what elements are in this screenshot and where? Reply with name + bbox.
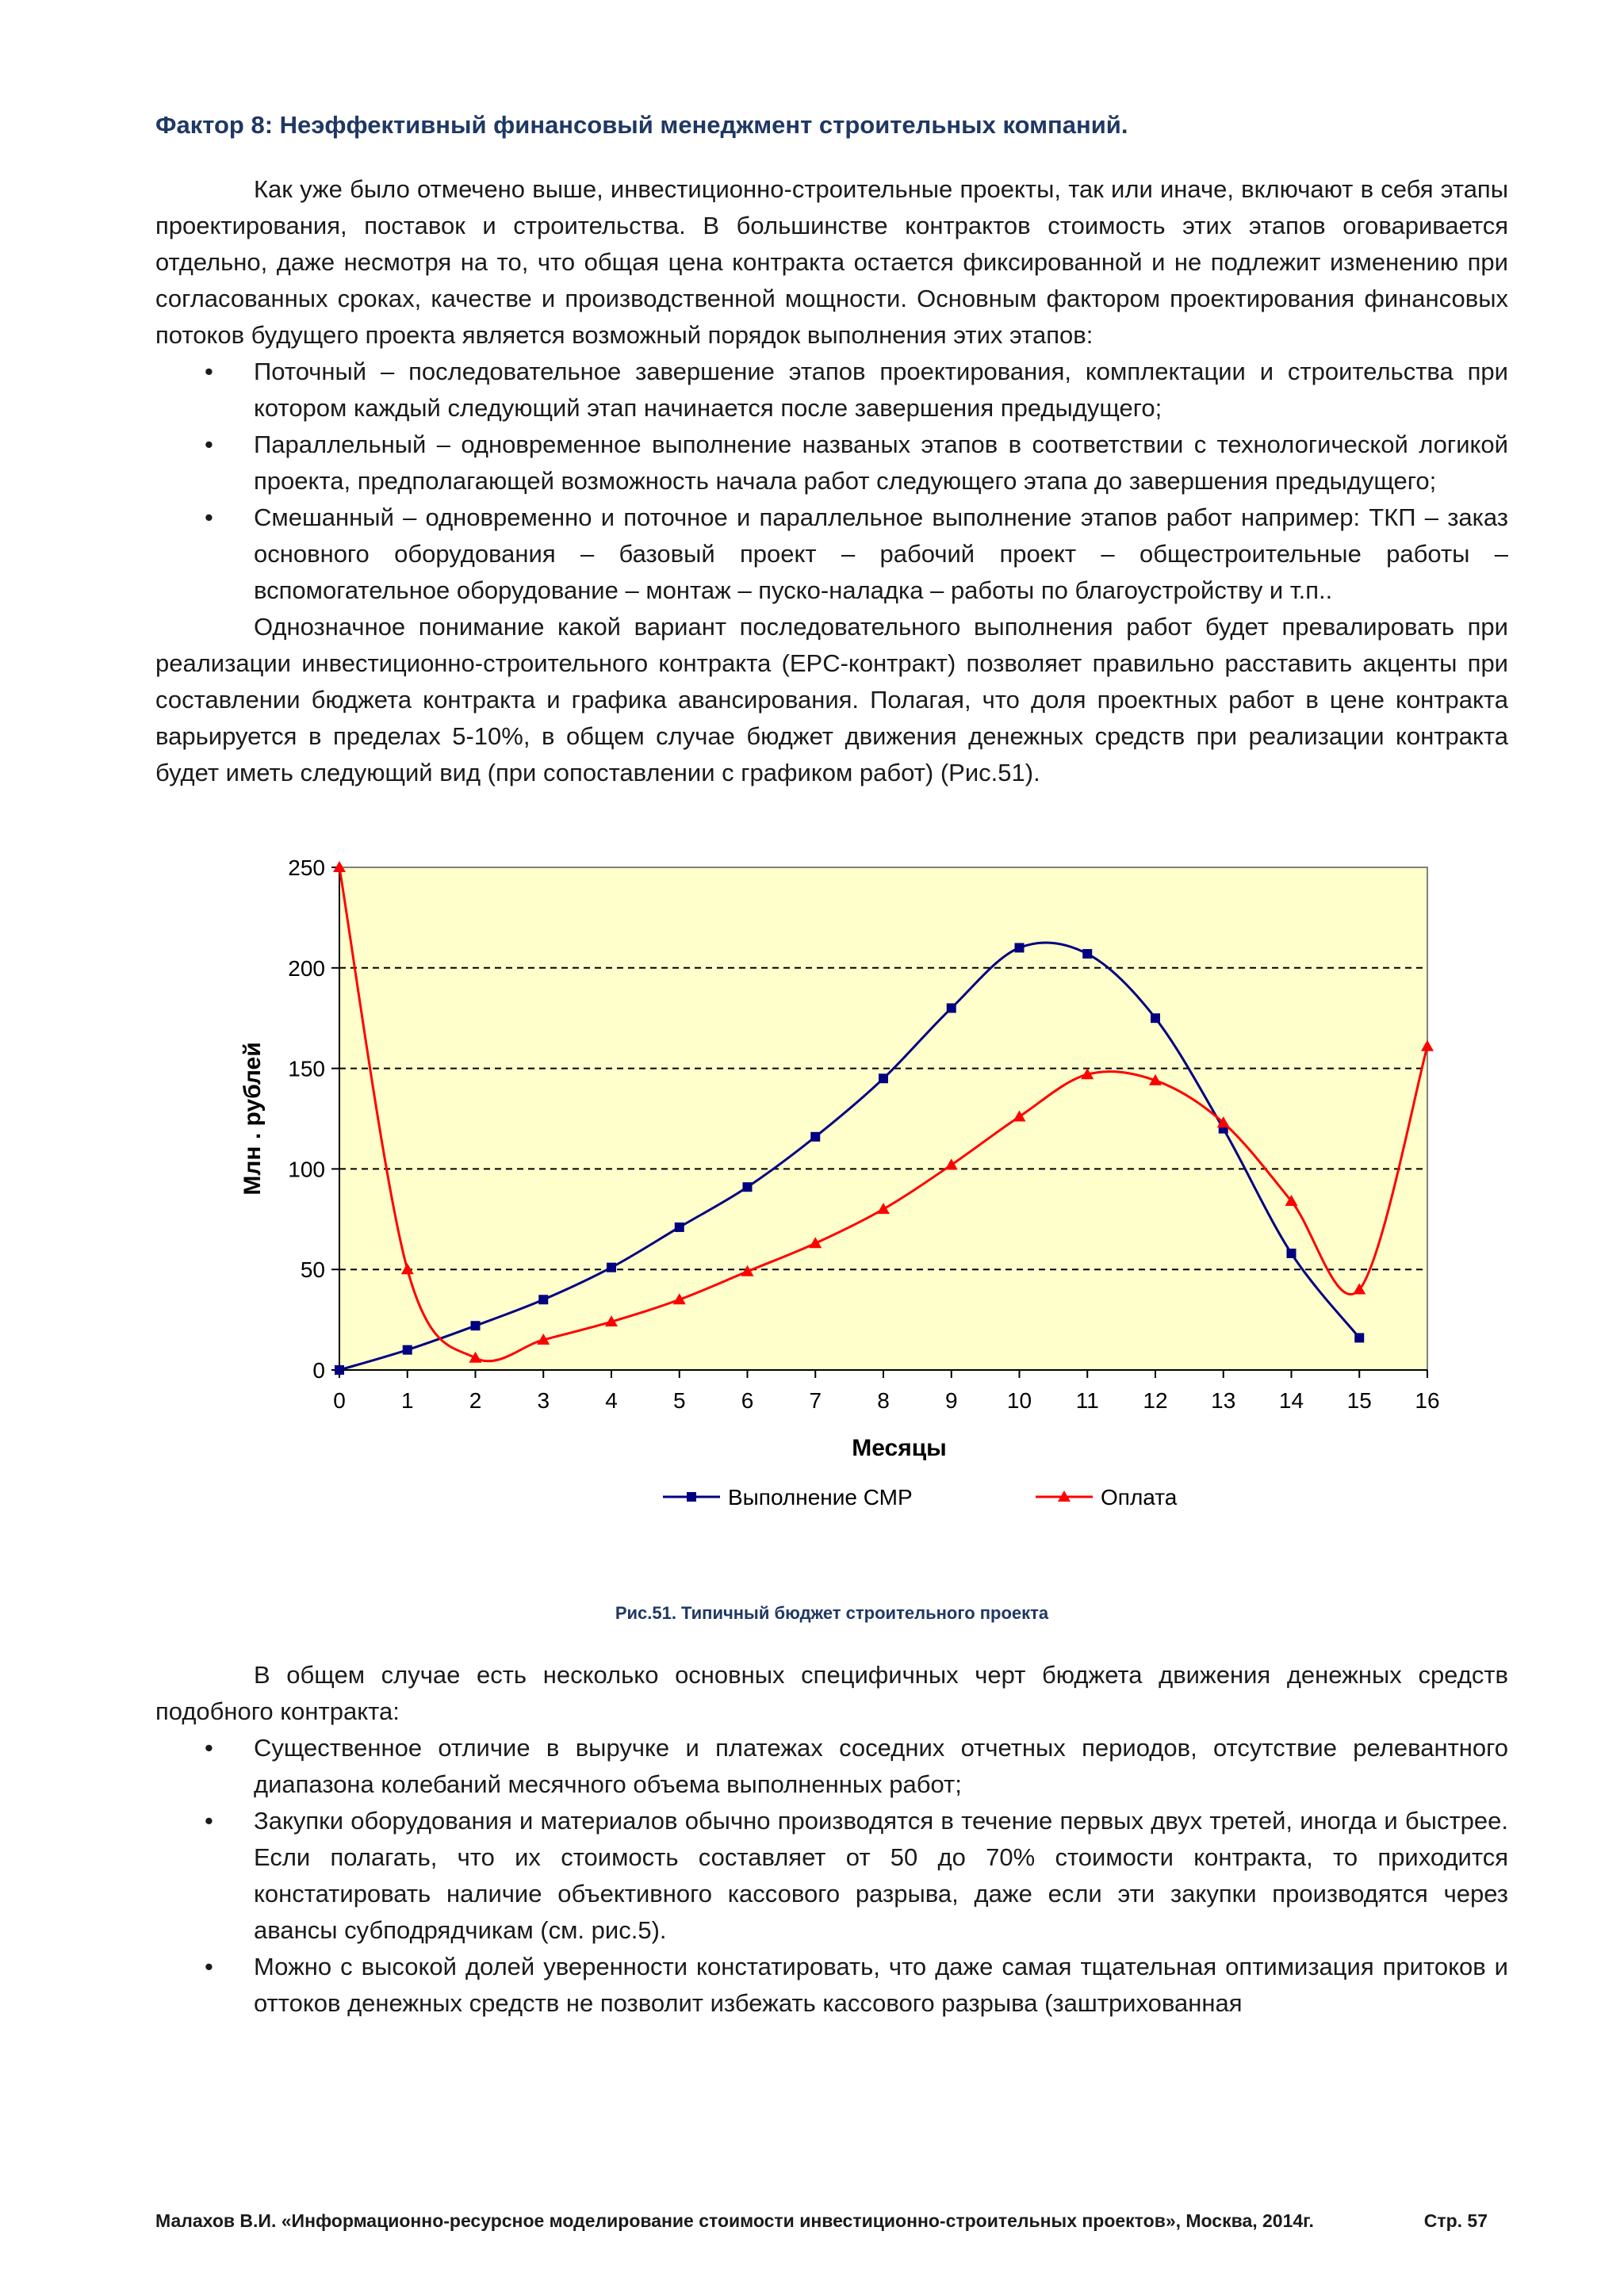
x-tick-label: 7 bbox=[809, 1388, 822, 1413]
y-tick-label: 0 bbox=[312, 1358, 325, 1383]
data-point-smr bbox=[743, 1182, 753, 1192]
data-point-smr bbox=[538, 1295, 548, 1304]
x-tick-label: 0 bbox=[333, 1388, 346, 1413]
x-axis-label: Месяцы bbox=[852, 1435, 947, 1461]
page-number: Стр. 57 bbox=[1423, 2210, 1488, 2231]
x-tick-label: 10 bbox=[1006, 1388, 1032, 1413]
y-tick-label: 150 bbox=[288, 1056, 325, 1081]
data-point-smr bbox=[335, 1365, 344, 1375]
data-point-smr bbox=[1015, 943, 1025, 952]
budget-chart bbox=[155, 826, 1508, 1594]
x-tick-label: 4 bbox=[605, 1388, 618, 1413]
y-tick-label: 250 bbox=[288, 855, 325, 880]
x-tick-label: 16 bbox=[1415, 1388, 1440, 1413]
data-point-smr bbox=[471, 1321, 481, 1330]
data-point-smr bbox=[879, 1073, 888, 1083]
intro-paragraph: Как уже было отмечено выше, инвестиционно-строительные проекты, так или иначе, включают в себя этапы проектирования, поставок и строительства. В большинстве контрактов стоимость этих этапов оговаривается отдельно, даже несмотря на то, что общая цена контракта остается фиксированной и не подлежит изменению при согласованных сроках, качестве и производственной мощности. Основным фактором проектирования финансовых потоков будущего проекта является возможный порядок выполнения этих этапов: bbox=[155, 175, 1508, 349]
data-point-smr bbox=[810, 1132, 820, 1142]
third-paragraph: В общем случае есть несколько основных специфичных черт бюджета движения денежных средств подобного контракта: bbox=[155, 1661, 1508, 1725]
legend-label: Оплата bbox=[1101, 1485, 1178, 1510]
footer-citation: Малахов В.И. «Информационно-ресурсное моделирование стоимости инвестиционно-строительных проектов», Москва, 2014г. bbox=[155, 2210, 1314, 2231]
legend-label: Выполнение СМР bbox=[728, 1485, 913, 1510]
x-tick-label: 8 bbox=[877, 1388, 890, 1413]
data-point-smr bbox=[1354, 1333, 1364, 1342]
bullet-icon: • bbox=[205, 430, 213, 458]
data-point-smr bbox=[947, 1004, 956, 1013]
y-tick-label: 200 bbox=[288, 955, 325, 981]
bullet-icon: • bbox=[205, 503, 213, 531]
y-tick-label: 100 bbox=[288, 1157, 325, 1182]
stage-order-list bbox=[155, 354, 1508, 609]
x-tick-label: 13 bbox=[1211, 1388, 1236, 1413]
budget-chart-figure bbox=[155, 826, 1508, 1594]
x-tick-label: 15 bbox=[1346, 1388, 1372, 1413]
budget-features-list bbox=[155, 1730, 1508, 2022]
figure-caption: Рис.51. Типичный бюджет строительного проекта bbox=[615, 1603, 1049, 1623]
list-item: • Смешанный – одновременно и поточное и параллельное выполнение этапов работ например: ТКП – заказ основного оборудования – базовый проект – рабочий проект – общестроительные работы – вспомогательное оборудование – монтаж – пуско-наладка – работы по благоустройству и т.п.. bbox=[155, 499, 1508, 609]
data-point-smr bbox=[607, 1263, 616, 1272]
page-body bbox=[155, 111, 1508, 2022]
list-item: • Можно с высокой долей уверенности констатировать, что даже самая тщательная оптимизация притоков и оттоков денежных средств не позволит избежать кассового разрыва (заштрихованная bbox=[155, 1949, 1508, 2022]
legend-marker bbox=[687, 1492, 696, 1502]
bullet-icon: • bbox=[205, 1734, 213, 1762]
bullet-icon: • bbox=[205, 1807, 213, 1835]
x-tick-label: 1 bbox=[400, 1388, 414, 1413]
y-axis-label: Млн . рублей bbox=[239, 1042, 266, 1196]
x-tick-label: 9 bbox=[944, 1388, 958, 1413]
x-tick-label: 3 bbox=[537, 1388, 550, 1413]
x-tick-label: 11 bbox=[1075, 1388, 1099, 1413]
list-item: • Поточный – последовательное завершение этапов проектирования, комплектации и строительства при котором каждый следующий этап начинается после завершения предыдущего; bbox=[155, 354, 1508, 427]
data-point-smr bbox=[1287, 1249, 1297, 1258]
x-tick-label: 12 bbox=[1143, 1388, 1168, 1413]
x-tick-label: 14 bbox=[1278, 1388, 1304, 1413]
list-item: • Закупки оборудования и материалов обычно производятся в течение первых двух третей, иногда и быстрее. Если полагать, что их стоимость составляет от 50 до 70% стоимости контракта, то приходится констатировать наличие объективного кассового разрыва, даже если эти закупки производятся через авансы субподрядчикам (см. рис.5). bbox=[155, 1803, 1508, 1949]
list-item: • Существенное отличие в выручке и платежах соседних отчетных периодов, отсутствие релевантного диапазона колебаний месячного объема выполненных работ; bbox=[155, 1730, 1508, 1803]
data-point-smr bbox=[1082, 949, 1092, 959]
second-paragraph: Однозначное понимание какой вариант последовательного выполнения работ будет превалировать при реализации инвестиционно-строительного контракта (EPC-контракт) позволяет правильно расставить акценты при составлении бюджета контракта и графика авансирования. Полагая, что доля проектных работ в цене контракта варьируется в пределах 5-10%, в общем случае бюджет движения денежных средств при реализации контракта будет иметь следующий вид (при сопоставлении с графиком работ) (Рис.51). bbox=[155, 613, 1508, 786]
y-tick-label: 50 bbox=[300, 1257, 325, 1283]
plot-area bbox=[339, 867, 1427, 1370]
data-point-smr bbox=[1151, 1013, 1160, 1023]
bullet-icon: • bbox=[205, 1953, 213, 1980]
bullet-icon: • bbox=[205, 358, 213, 385]
section-heading: Фактор 8: Неэффективный финансовый менеджмент строительных компаний. bbox=[155, 111, 1128, 139]
data-point-smr bbox=[675, 1223, 684, 1232]
x-tick-label: 6 bbox=[741, 1388, 754, 1413]
x-tick-label: 5 bbox=[672, 1388, 686, 1413]
page-footer bbox=[155, 2210, 1488, 2232]
x-tick-label: 2 bbox=[469, 1388, 482, 1413]
list-item: • Параллельный – одновременное выполнение названых этапов в соответствии с технологической логикой проекта, предполагающей возможность начала работ следующего этапа до завершения предыдущего; bbox=[155, 427, 1508, 499]
data-point-smr bbox=[403, 1345, 412, 1355]
